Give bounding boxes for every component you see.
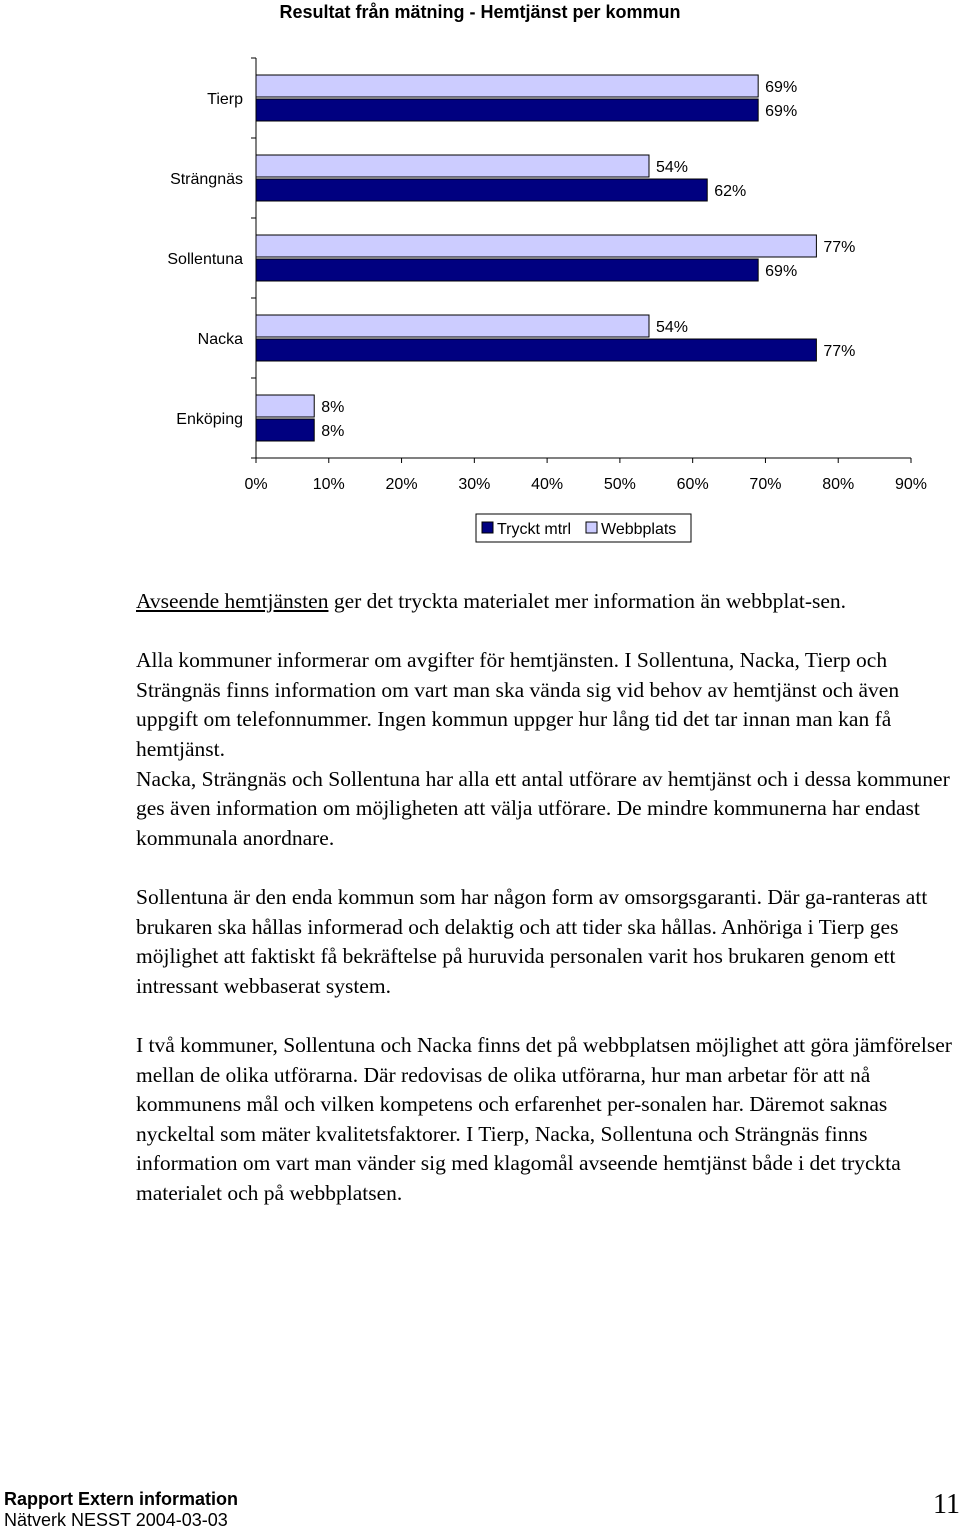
bar-chart	[0, 0, 960, 560]
category-label: Nacka	[197, 331, 243, 348]
chart-title: Resultat från mätning - Hemtjänst per kommun	[279, 2, 681, 22]
x-tick-label: 30%	[458, 476, 491, 493]
legend-label: Webbplats	[601, 521, 677, 538]
data-label: 8%	[321, 423, 345, 440]
data-label: 77%	[823, 343, 856, 360]
legend-swatch	[482, 522, 493, 533]
x-tick-label: 80%	[822, 476, 855, 493]
legend-swatch	[586, 522, 597, 533]
x-tick-label: 20%	[385, 476, 418, 493]
x-tick-label: 50%	[603, 476, 636, 493]
footer	[4, 1489, 238, 1531]
page-number: 11	[933, 1489, 960, 1520]
bar	[256, 99, 758, 121]
category-label: Sollentuna	[167, 251, 243, 268]
paragraph-3: Sollentuna är den enda kommun som har någon form av omsorgsgaranti. Där ga-ranteras att brukaren ska hållas informerad och delaktig och att tider ska hållas. Anhöriga i Tierp ges möjlighet att faktiskt få bekräftelse på huruvida personalen varit hos brukaren genom ett intressant webbaserat system.	[136, 884, 928, 998]
data-label: 8%	[321, 399, 345, 416]
paragraph-1-underlined: Avseende hemtjänsten	[136, 589, 329, 613]
x-tick-label: 40%	[531, 476, 564, 493]
data-label: 69%	[765, 79, 798, 96]
bar	[256, 395, 314, 417]
bar	[256, 419, 314, 441]
bar	[256, 155, 649, 177]
footer-title: Rapport Extern information	[4, 1489, 239, 1509]
paragraph-2b: Nacka, Strängnäs och Sollentuna har alla ett antal utförare av hemtjänst och i dessa kommuner ges även information om möjligheten att välja utförare. De mindre kommunerna har endast kommunala anordnare.	[136, 766, 950, 850]
bar	[256, 315, 649, 337]
bar	[256, 235, 816, 257]
bar	[256, 179, 707, 201]
body-text	[136, 587, 954, 1238]
data-label: 54%	[656, 319, 689, 336]
data-label: 69%	[765, 263, 798, 280]
data-label: 69%	[765, 103, 798, 120]
paragraph-1-rest: ger det tryckta materialet mer information än webbplat-sen.	[328, 589, 847, 613]
bar	[256, 339, 816, 361]
bar	[256, 259, 758, 281]
x-tick-label: 90%	[894, 476, 928, 493]
footer-subtitle: Nätverk NESST 2004-03-03	[4, 1510, 228, 1530]
paragraph-1	[136, 587, 954, 617]
paragraph-4: I två kommuner, Sollentuna och Nacka finns det på webbplatsen möjlighet att göra jämförelser mellan de olika utförarna. Där redovisas de olika utförarna, hur man arbetar för att nå kommunens mål och vilken kompetens och erfarenhet per-sonalen har. Däremot saknas nyckeltal som mäter kvalitetsfaktorer. I Tierp, Nacka, Sollentuna och Strängnäs finns information om vart man vänder sig med klagomål avseende hemtjänst både i det tryckta materialet och på webbplatsen.	[136, 1032, 952, 1205]
category-label: Strängnäs	[170, 171, 243, 188]
category-label: Enköping	[176, 411, 243, 428]
x-tick-label: 60%	[676, 476, 709, 493]
data-label: 54%	[656, 159, 689, 176]
data-label: 77%	[823, 239, 856, 256]
x-tick-label: 0%	[244, 476, 268, 493]
x-tick-label: 10%	[312, 476, 345, 493]
x-tick-label: 70%	[749, 476, 782, 493]
paragraph-2a: Alla kommuner informerar om avgifter för hemtjänsten. I Sollentuna, Nacka, Tierp och Strängnäs finns information om vart man ska vända sig vid behov av hemtjänst och även uppgift om telefonnummer. Ingen kommun uppger hur lång tid det tar innan man kan få hemtjänst.	[136, 648, 900, 761]
bar	[256, 75, 758, 97]
legend-label: Tryckt mtrl	[497, 521, 572, 538]
data-label: 62%	[714, 183, 747, 200]
category-label: Tierp	[207, 91, 243, 108]
